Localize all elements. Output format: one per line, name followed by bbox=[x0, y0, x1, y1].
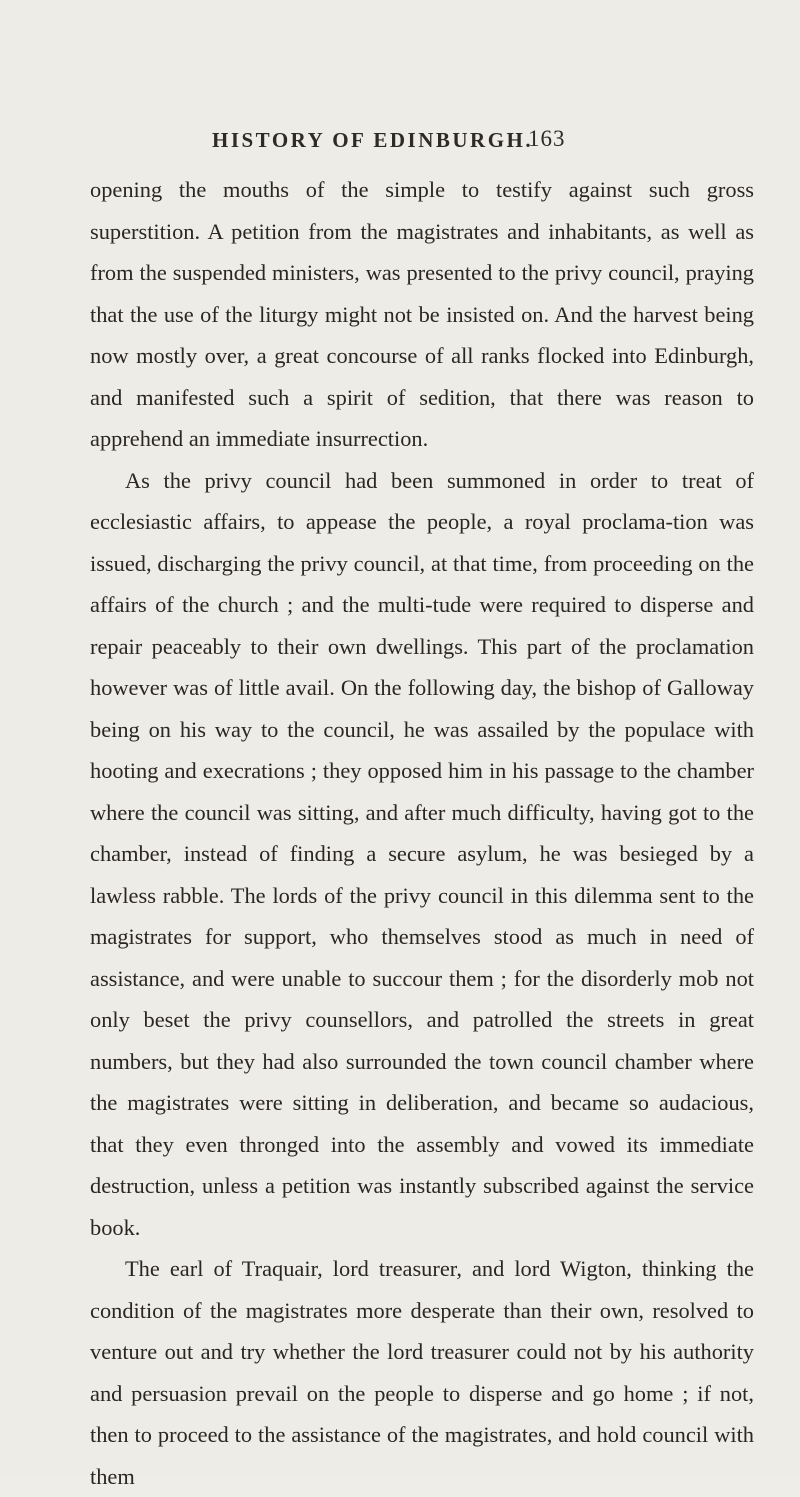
paragraph-3: The earl of Traquair, lord treasurer, and lord Wigton, thinking the condition of the magistrates more desperate than their own, resolved to venture out and try whether the lord treasurer could not by his authority and persuasion prevail on the people to disperse and go home ; if not, then to proceed to the assistance of the magistrates, and hold council with them bbox=[90, 1256, 754, 1489]
page-number: 163 bbox=[528, 126, 566, 151]
paragraph-1: opening the mouths of the simple to testify against such gross superstition. A petition from the magistrates and inhabitants, as well as from the suspended ministers, was presented to the privy council, praying that the use of the liturgy might not be insisted on. And the harvest being now mostly over, a great concourse of all ranks flocked into Edinburgh, and manifested such a spirit of sedition, that there was reason to apprehend an immediate insurrection. bbox=[90, 177, 754, 451]
running-head-title: HISTORY OF EDINBURGH. bbox=[212, 128, 534, 152]
paragraph-2: As the privy council had been summoned in order to treat of ecclesiastic affairs, to appease the people, a royal proclama-tion was issued, discharging the privy council, at that time, from proceeding on the affairs of the church ; and the multi-tude were required to disperse and repair peaceably to their own dwellings. This part of the proclamation however was of little avail. On the following day, the bishop of Galloway being on his way to the council, he was assailed by the populace with hooting and execrations ; they opposed him in his passage to the chamber where the council was sitting, and after much difficulty, having got to the chamber, instead of finding a secure asylum, he was besieged by a lawless rabble. The lords of the privy council in this dilemma sent to the magistrates for support, who themselves stood as much in need of assistance, and were unable to succour them ; for the disorderly mob not only beset the privy counsellors, and patrolled the streets in great numbers, but they had also surrounded the town council chamber where the magistrates were sitting in deliberation, and became so audacious, that they even thronged into the assembly and vowed its immediate destruction, unless a petition was instantly subscribed against the service book. bbox=[90, 467, 754, 1240]
body-text bbox=[90, 169, 754, 1497]
running-head bbox=[212, 128, 772, 153]
